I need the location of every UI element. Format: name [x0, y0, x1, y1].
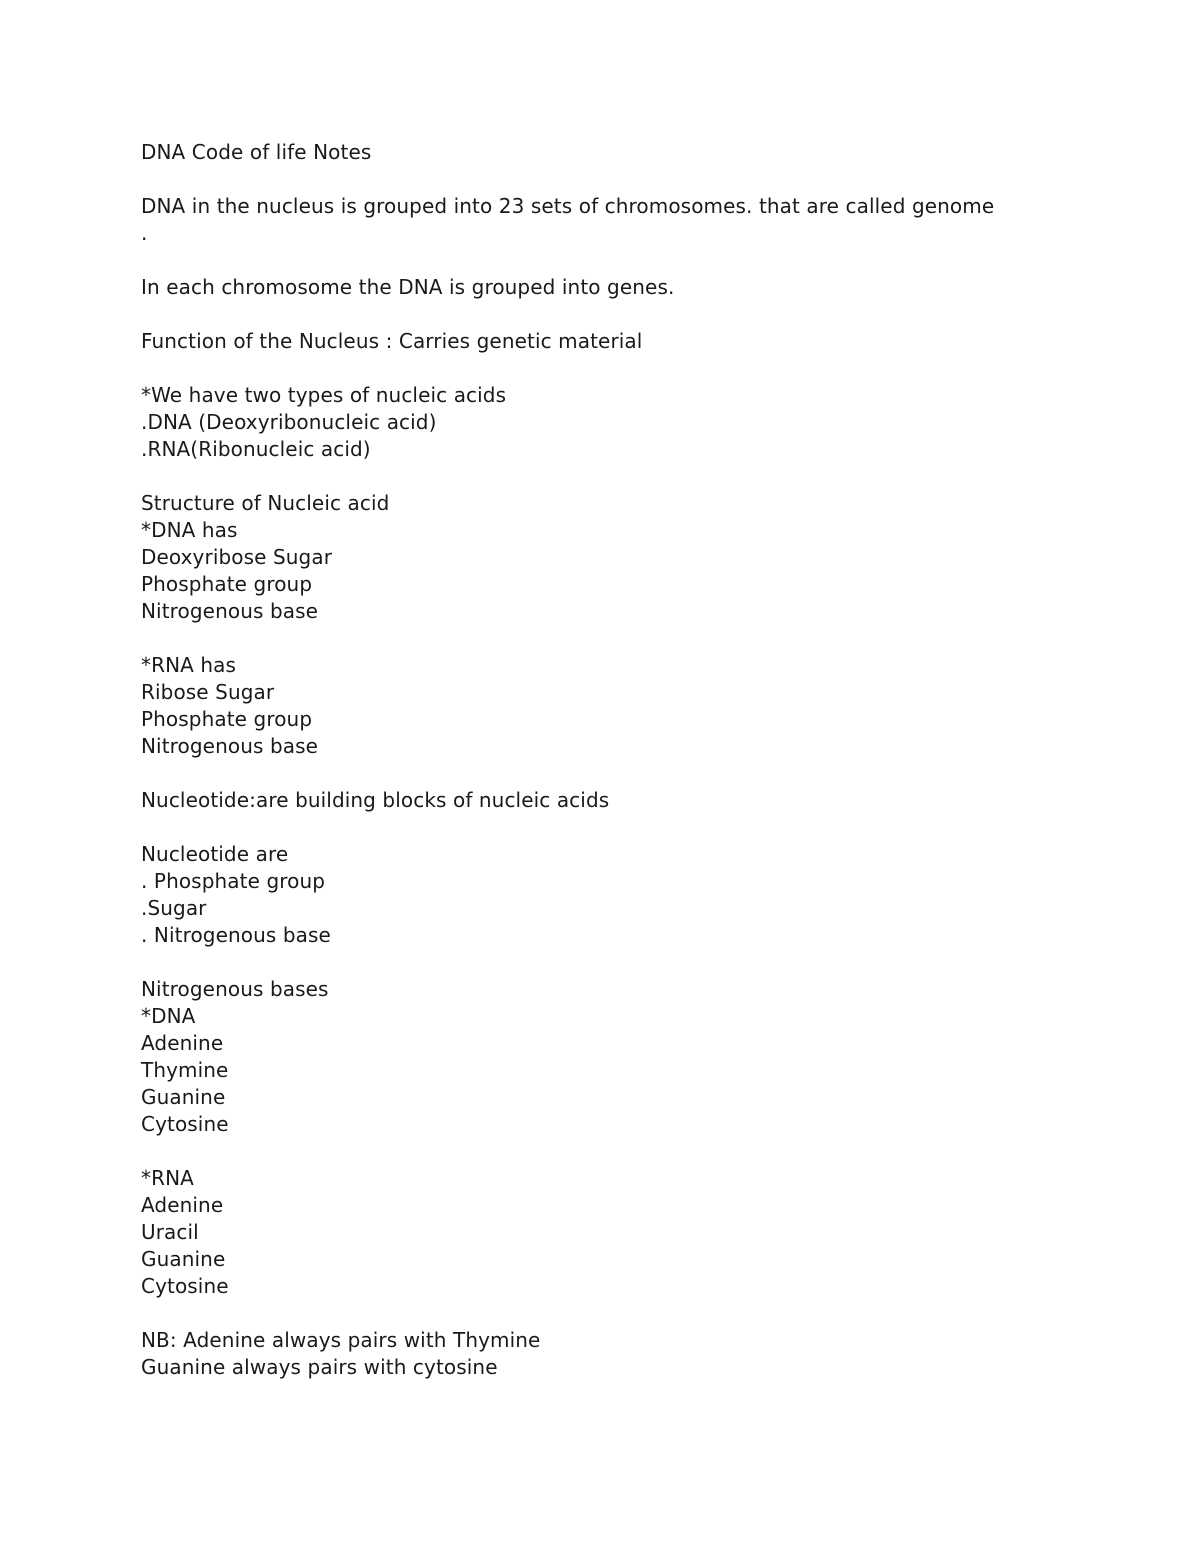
structure-section	[141, 490, 1101, 625]
document-body	[141, 139, 1101, 1408]
nucleic-acid-types-section	[141, 382, 1101, 463]
list-item: Ribose Sugar	[141, 680, 275, 704]
list-item: Cytosine	[141, 1274, 229, 1298]
list-item: Nitrogenous base	[141, 599, 319, 623]
nucleus-function-paragraph	[141, 328, 1101, 355]
list-item: Uracil	[141, 1220, 199, 1244]
section-heading: *We have two types of nucleic acids	[141, 383, 507, 407]
genome-line: DNA in the nucleus is grouped into 23 sets of chromosomes. that are called genome	[141, 194, 995, 218]
genome-paragraph	[141, 193, 1101, 247]
genome-line-continuation: .	[141, 221, 148, 245]
list-item: Phosphate group	[141, 572, 313, 596]
list-item: Adenine	[141, 1193, 224, 1217]
subsection-heading: *DNA	[141, 1004, 196, 1028]
list-item: Thymine	[141, 1058, 229, 1082]
genes-line: In each chromosome the DNA is grouped into genes.	[141, 275, 675, 299]
section-heading: Nucleotide are	[141, 842, 289, 866]
section-heading: Structure of Nucleic acid	[141, 491, 390, 515]
subsection-heading: *RNA has	[141, 653, 237, 677]
note-line: Guanine always pairs with cytosine	[141, 1355, 498, 1379]
section-heading: Nitrogenous bases	[141, 977, 329, 1001]
nucleotide-section	[141, 841, 1101, 949]
nitrogenous-bases-section	[141, 976, 1101, 1138]
document-title-block	[141, 139, 1101, 166]
document-title: DNA Code of life Notes	[141, 140, 372, 164]
list-item: . Nitrogenous base	[141, 923, 331, 947]
subsection-heading: *RNA	[141, 1166, 194, 1190]
list-item: .DNA (Deoxyribonucleic acid)	[141, 410, 437, 434]
nucleus-function-line: Function of the Nucleus : Carries genetic material	[141, 329, 643, 353]
list-item: .Sugar	[141, 896, 207, 920]
nucleotide-definition-paragraph	[141, 787, 1101, 814]
list-item: Guanine	[141, 1247, 226, 1271]
note-line: NB: Adenine always pairs with Thymine	[141, 1328, 541, 1352]
list-item: Phosphate group	[141, 707, 313, 731]
list-item: Cytosine	[141, 1112, 229, 1136]
genes-paragraph	[141, 274, 1101, 301]
base-pairing-note	[141, 1327, 1101, 1381]
rna-bases-section	[141, 1165, 1101, 1300]
list-item: Adenine	[141, 1031, 224, 1055]
list-item: Nitrogenous base	[141, 734, 319, 758]
list-item: Guanine	[141, 1085, 226, 1109]
list-item: . Phosphate group	[141, 869, 326, 893]
subsection-heading: *DNA has	[141, 518, 238, 542]
list-item: .RNA(Ribonucleic acid)	[141, 437, 371, 461]
list-item: Deoxyribose Sugar	[141, 545, 333, 569]
nucleotide-definition-line: Nucleotide:are building blocks of nucleic acids	[141, 788, 610, 812]
rna-structure-section	[141, 652, 1101, 760]
